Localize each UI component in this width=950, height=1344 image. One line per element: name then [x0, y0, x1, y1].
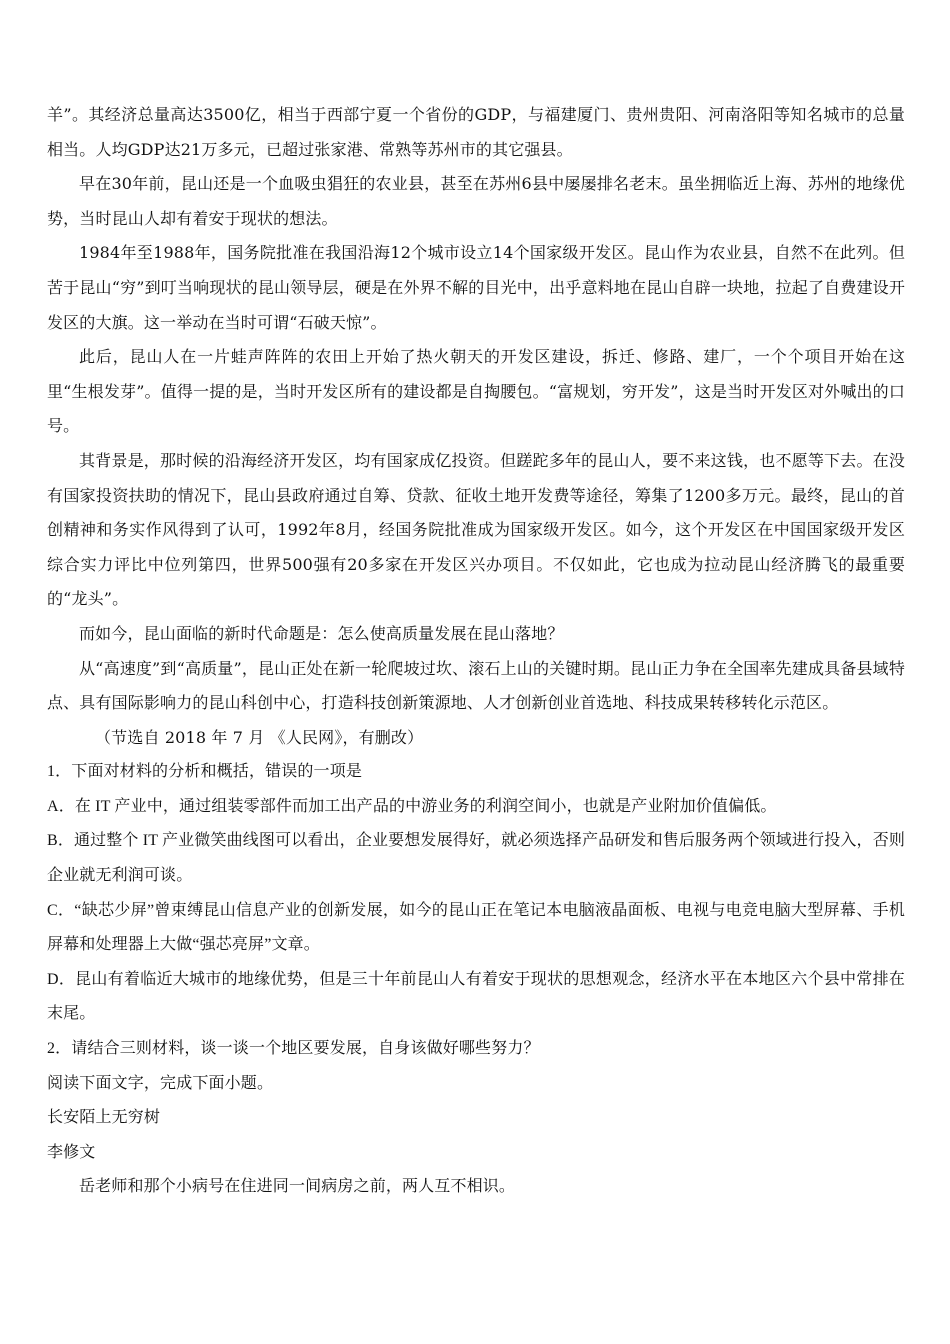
- question-1: [47, 755, 905, 1032]
- next-reading-section: [47, 1067, 905, 1205]
- passage-paragraph-5: 其背景是，那时候的沿海经济开发区，均有国家成亿投资。但蹉跎多年的昆山人，要不来这钱，也不愿等下去。在没有国家投资扶助的情况下，昆山县政府通过自筹、贷款、征收土地开发费等途径，筹集了1200多万元。最终，昆山的首创精神和务实作风得到了认可，1992年8月，经国务院批准成为国家级开发区。如今，这个开发区在中国国家级开发区综合实力评比中位列第四，世界500强有20多家在开发区兴办项目。不仅如此，它也成为拉动昆山经济腾飞的最重要的“龙头”。: [47, 450, 905, 609]
- passage-paragraph-7: 从“高速度”到“高质量”，昆山正处在新一轮爬坡过坎、滚石上山的关键时期。昆山正力争在全国率先建成具备县域特点、具有国际影响力的昆山科创中心，打造科技创新策源地、人才创新创业首选地、科技成果转移转化示范区。: [47, 658, 905, 713]
- passage-source: （节选自 2018 年 7 月 《人民网》，有删改）: [95, 727, 424, 747]
- question-1-option-d: D．昆山有着临近大城市的地缘优势，但是三十年前昆山人有着安于现状的思想观念，经济水平在本地区六个县中常排在末尾。: [47, 970, 905, 1023]
- page-content: [47, 98, 905, 1205]
- passage-paragraph-6: 而如今，昆山面临的新时代命题是：怎么使高质量发展在昆山落地？: [79, 623, 564, 643]
- passage-paragraph-2: 早在30年前，昆山还是一个血吸虫猖狂的农业县，甚至在苏州6县中屡屡排名老末。虽坐拥临近上海、苏州的地缘优势，当时昆山人却有着安于现状的想法。: [47, 174, 905, 228]
- section-instruction: 阅读下面文字，完成下面小题。: [47, 1074, 274, 1092]
- article-first-paragraph: 岳老师和那个小病号在住进同一间病房之前，两人互不相识。: [79, 1178, 516, 1196]
- question-1-option-a: A．在 IT 产业中，通过组装零部件而加工出产品的中游业务的利润空间小，也就是产业附加价值偏低。: [47, 797, 777, 815]
- passage-paragraph-1: 羊”。其经济总量高达3500亿，相当于西部宁夏一个省份的GDP，与福建厦门、贵州贵阳、河南洛阳等知名城市的总量相当。人均GDP达21万多元，已超过张家港、常熟等苏州市的其它强县。: [47, 105, 905, 159]
- question-1-stem: 1．下面对材料的分析和概括，错误的一项是: [47, 763, 363, 781]
- article-title: 长安陌上无穷树: [47, 1109, 161, 1127]
- passage-paragraph-4: 此后，昆山人在一片蛙声阵阵的农田上开始了热火朝天的开发区建设，拆迁、修路、建厂，一个个项目开始在这里“生根发芽”。值得一提的是，当时开发区所有的建设都是自掏腰包。“富规划，穷开发”，这是当时开发区对外喊出的口号。: [47, 347, 905, 436]
- question-1-option-c: C．“缺芯少屏”曾束缚昆山信息产业的创新发展，如今的昆山正在笔记本电脑液晶面板、电视与电竞电脑大型屏幕、手机屏幕和处理器上大做“强芯亮屏”文章。: [47, 901, 905, 954]
- reading-passage: [47, 98, 905, 755]
- question-2-stem: 2．请结合三则材料，谈一谈一个地区要发展，自身该做好哪些努力？: [47, 1040, 540, 1058]
- question-2: [47, 1032, 905, 1067]
- passage-paragraph-3: 1984年至1988年，国务院批准在我国沿海12个城市设立14个国家级开发区。昆山作为农业县，自然不在此列。但苦于昆山“穷”到叮当响现状的昆山领导层，硬是在外界不解的目光中，出乎意料地在昆山自辟一块地，拉起了自费建设开发区的大旗。这一举动在当时可谓“石破天惊”。: [47, 243, 905, 332]
- article-author: 李修文: [47, 1143, 96, 1161]
- question-1-option-b: B．通过整个 IT 产业微笑曲线图可以看出，企业要想发展得好，就必须选择产品研发和售后服务两个领域进行投入，否则企业就无利润可谈。: [47, 832, 905, 885]
